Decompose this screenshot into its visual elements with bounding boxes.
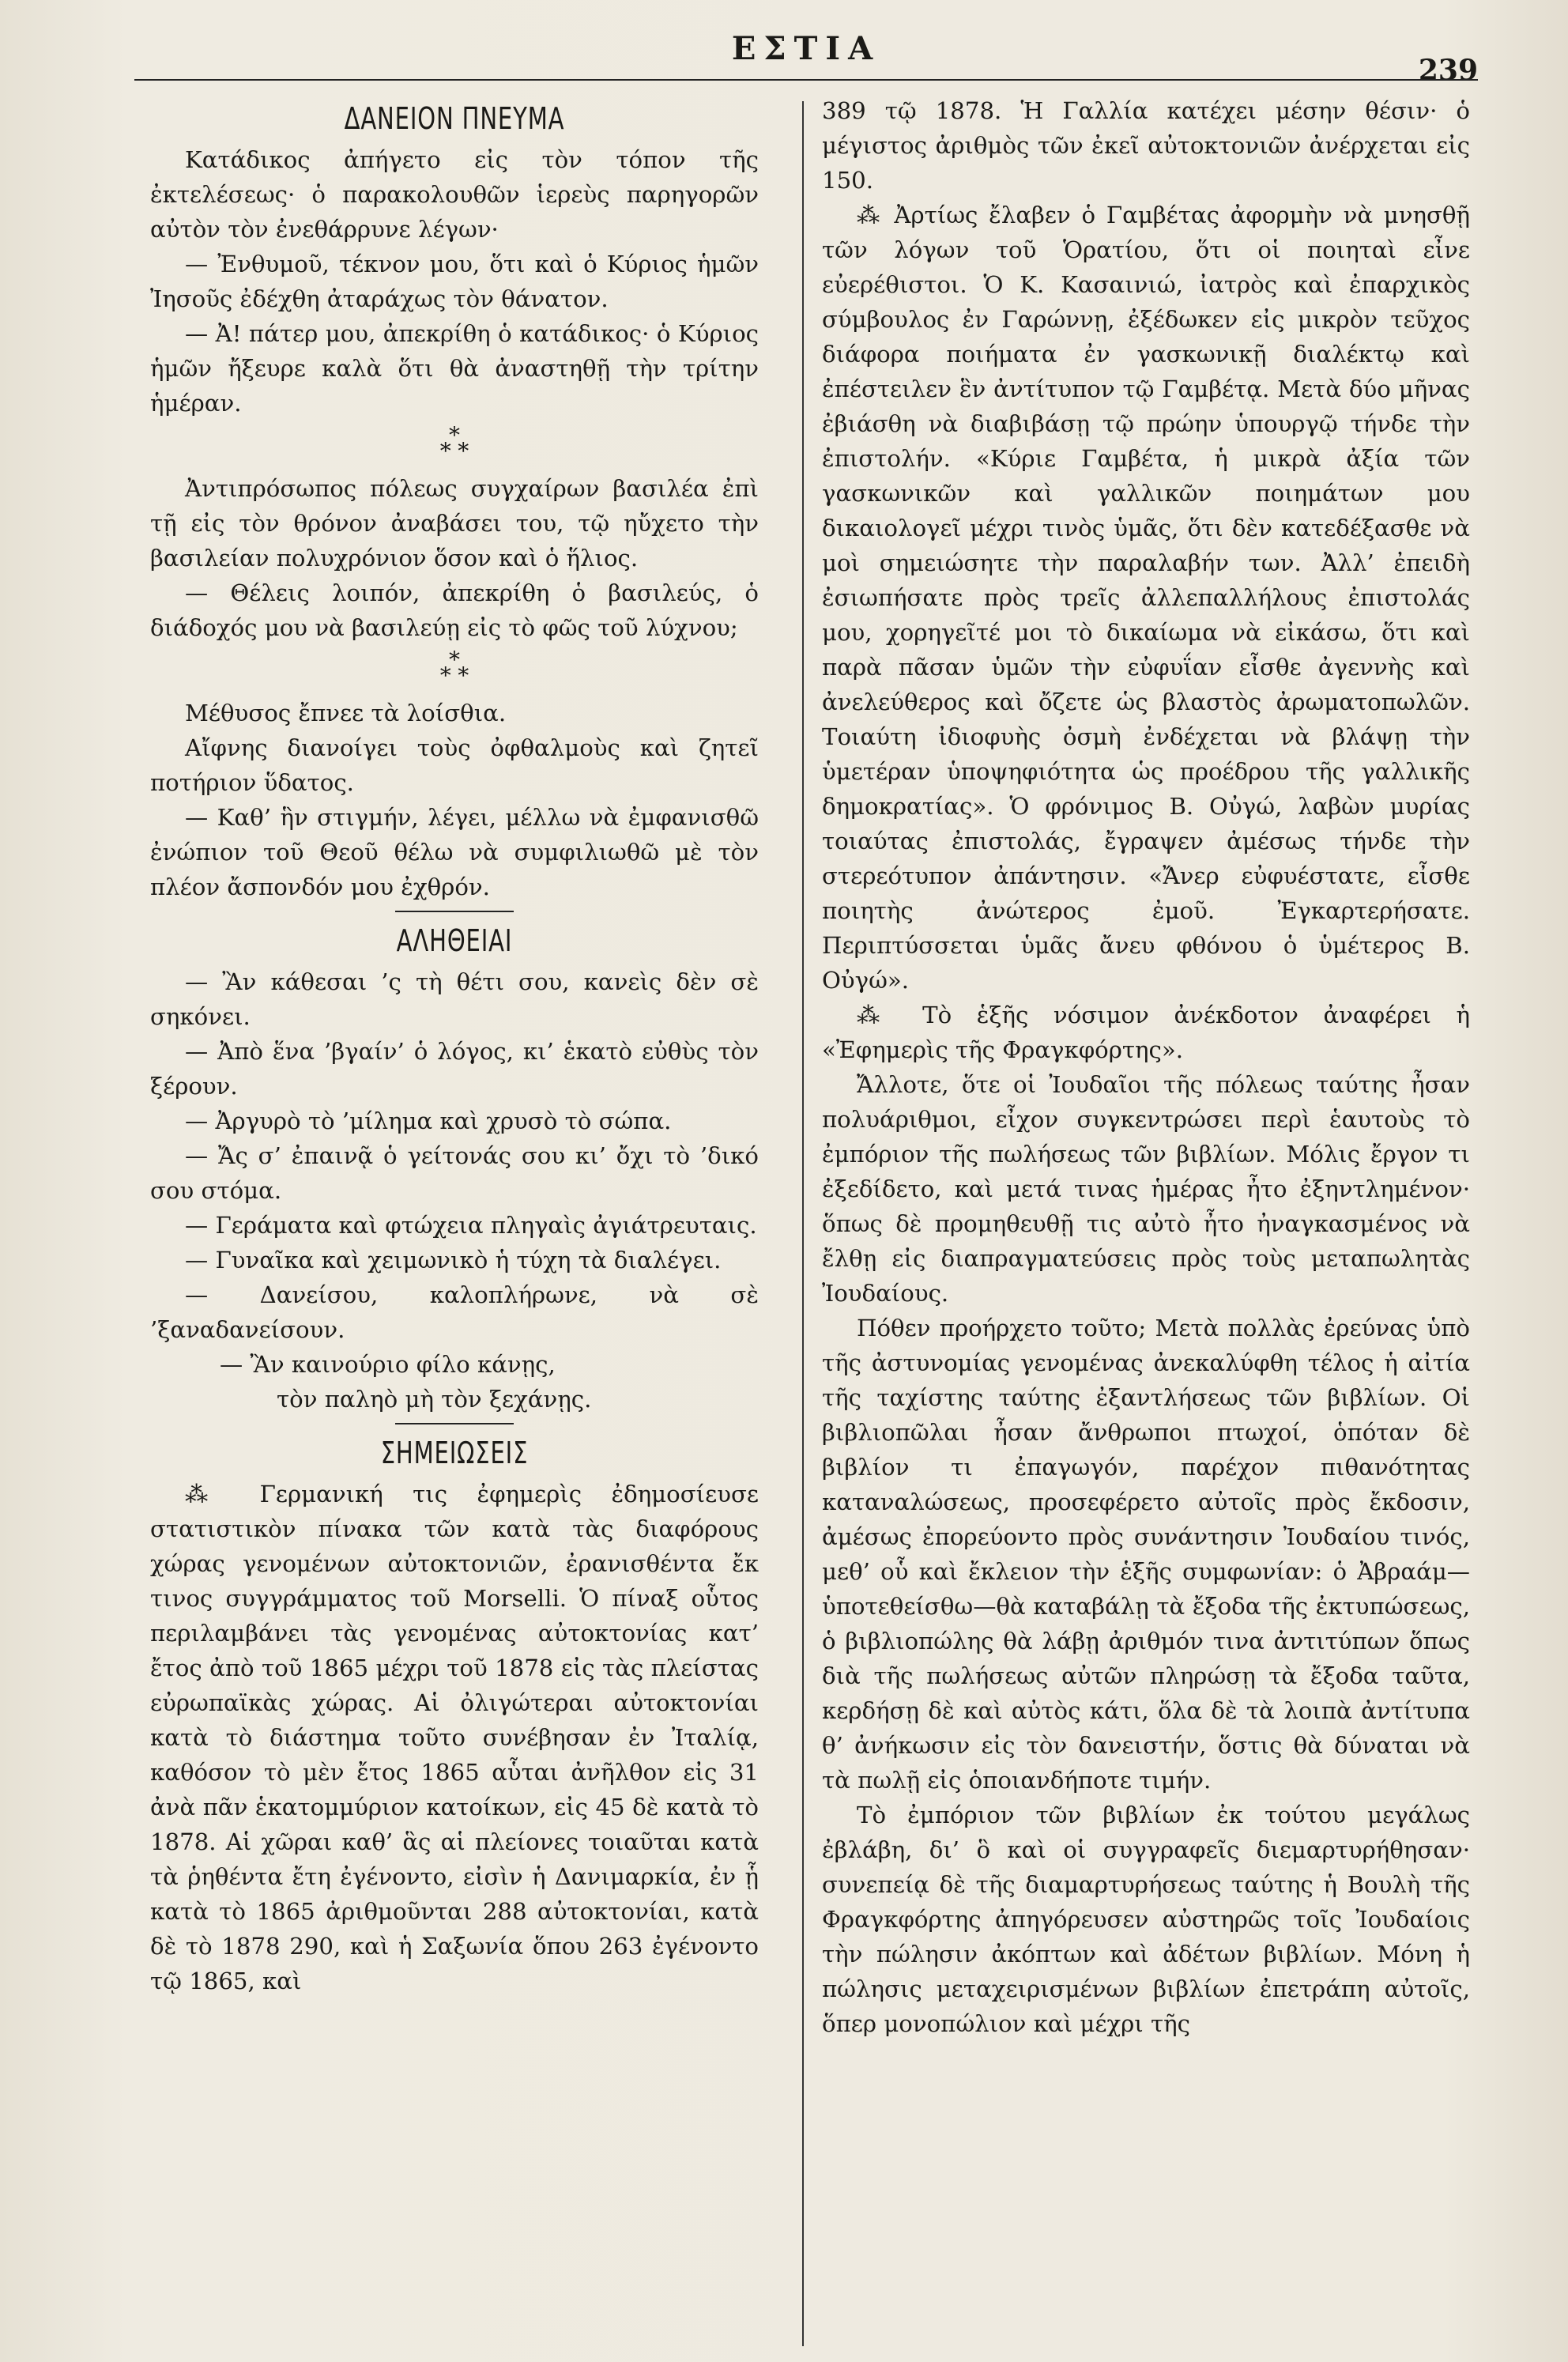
saying: — Ἀργυρὸ τὸ ’μίλημα καὶ χρυσὸ τὸ σώπα. — [185, 1107, 672, 1134]
asterism — [150, 422, 759, 464]
page-header — [134, 30, 1478, 87]
section-rule — [395, 911, 514, 912]
couplet-line-2: τὸν παληὸ μὴ τὸν ξεχάνῃς. — [277, 1386, 592, 1413]
left-column — [150, 93, 759, 1998]
saying: — Δανείσου, καλοπλήρωνε, νὰ σὲ ’ξαναδανείσουν. — [150, 1281, 759, 1343]
asterism-star: * — [458, 662, 469, 689]
asterism — [150, 647, 759, 689]
paragraph: — Ἀ! πάτερ μου, ἀπεκρίθη ὁ κατάδικος· ὁ Κύριος ἡμῶν ἤξευρε καλὰ ὅτι θὰ ἀναστηθῇ τὴν τρίτην ἡμέραν. — [150, 320, 759, 417]
asterism-star: * — [449, 422, 460, 448]
paragraph: Αἴφνης διανοίγει τοὺς ὀφθαλμοὺς καὶ ζητεῖ ποτήριον ὕδατος. — [150, 734, 759, 796]
section-title-daneion: ΔΑΝΕΙΟΝ ΠΝΕΥΜΑ — [344, 101, 565, 136]
saying: — Ἂν κάθεσαι ’ς τὴ θέτι σου, κανεὶς δὲν σὲ σηκόνει. — [150, 968, 759, 1030]
couplet-line-1: — Ἂν καινούριο φίλο κάνῃς, — [220, 1351, 556, 1378]
paragraph: Τὸ ἐμπόριον τῶν βιβλίων ἐκ τούτου μεγάλως ἐβλάβη, δι’ ὃ καὶ οἱ συγγραφεῖς διεμαρτυρήθησαν· συνεπείᾳ δὲ τῆς διαμαρτυρήσεως ταύτης ἡ Βουλὴ τῆς Φραγκφόρτης ἀπηγόρευσεν αὐστηρῶς τοῖς Ἰουδαίοις τὴν πώλησιν ἀκόπτων καὶ ἀδέτων βιβλίων. Μόνη ἡ πώλησις μεταχειρισμένων βιβλίων ἐπετράπη αὐτοῖς, ὅπερ μονοπώλιον καὶ μέχρι τῆς — [822, 1802, 1470, 2037]
right-column — [822, 93, 1470, 2041]
paragraph: Ἄλλοτε, ὅτε οἱ Ἰουδαῖοι τῆς πόλεως ταύτης ἦσαν πολυάριθμοι, εἶχον συγκεντρώσει περὶ ἑαυτοὺς τὸ ἐμπόριον τῆς πωλήσεως τῶν βιβλίων. Μόλις ἔργον τι ἐξεδίδετο, καὶ μετά τινας ἡμέρας ἦτο ἐξηντλημένον· ὅπως δὲ προμηθευθῇ τις αὐτὸ ἦτο ἠναγκασμένος νὰ ἔλθῃ εἰς διαπραγματεύσεις πρὸς τοὺς μεταπωλητὰς Ἰουδαίους. — [822, 1071, 1470, 1307]
asterism-star: * — [458, 438, 469, 464]
paragraph: — Θέλεις λοιπόν, ἀπεκρίθη ὁ βασιλεύς, ὁ διάδοχός μου νὰ βασιλεύῃ εἰς τὸ φῶς τοῦ λύχνου; — [150, 579, 759, 641]
section-rule — [395, 1423, 514, 1424]
asterism-star: * — [439, 662, 451, 689]
paragraph: ⁂ Γερμανική τις ἐφημερὶς ἐδημοσίευσε στατιστικὸν πίνακα τῶν κατὰ τὰς διαφόρους χώρας γενομένων αὐτοκτονιῶν, ἐρανισθέντα ἔκ τινος συγγράμματος τοῦ Morselli. Ὁ πίναξ οὗτος περιλαμβάνει τὰς γενομένας αὐτοκτονίας κατ’ ἔτος ἀπὸ τοῦ 1865 μέχρι τοῦ 1878 εἰς τὰς πλείστας εὐρωπαϊκὰς χώρας. Αἱ ὀλιγώτεραι αὐτοκτονίαι κατὰ τὸ διάστημα τοῦτο συνέβησαν ἐν Ἰταλίᾳ, καθόσον τὸ μὲν ἔτος 1865 αὗται ἀνῆλθον εἰς 31 ἀνὰ πᾶν ἑκατομμύριον κατοίκων, εἰς 45 δὲ κατὰ τὸ 1878. Αἱ χῶραι καθ’ ἃς αἱ πλείονες τοιαῦται κατὰ τὰ ῥηθέντα ἔτη ἐγένοντο, εἰσὶν ἡ Δανιμαρκία, ἐν ᾗ κατὰ τὸ 1865 ἀριθμοῦνται 288 αὐτοκτονίαι, κατὰ δὲ τὸ 1878 290, καὶ ἡ Σαξωνία ὅπου 263 ἐγένοντο τῷ 1865, καὶ — [150, 1481, 759, 1994]
page-number: 239 — [1418, 54, 1478, 87]
saying: — Γεράματα καὶ φτώχεια πληγαὶς ἀγιάτρευταις. — [185, 1212, 757, 1239]
paragraph: Πόθεν προήρχετο τοῦτο; Μετὰ πολλὰς ἐρεύνας ὑπὸ τῆς ἀστυνομίας γενομένας ἀνεκαλύφθη τέλος ἡ αἰτία τῆς ταχίστης ταύτης ἐξαντλήσεως τῶν βιβλίων. Οἱ βιβλιοπῶλαι ἦσαν ἄνθρωποι πτωχοί, ὁπόταν δὲ βιβλίον τι ἐπαγωγόν, παρέχον πιθανότητας καταναλώσεως, προσεφέρετο αὐτοῖς πρὸς ἔκδοσιν, ἀμέσως ἐπορεύοντο πρὸς συνάντησιν Ἰουδαίου τινός, μεθ’ οὗ καὶ ἔκλειον τὴν ἑξῆς συμφωνίαν: ὁ Ἀβραάμ—ὑποτεθείσθω—θὰ καταβάλῃ τὰ ἔξοδα τῆς ἐκτυπώσεως, ὁ βιβλιοπώλης θὰ λάβῃ ἀριθμόν τινα ἀντιτύπων ὅπως διὰ τῆς πωλήσεως αὐτῶν πληρώσῃ τὰ ἔξοδα ταῦτα, κερδήσῃ δὲ καὶ αὐτὸς κάτι, ὅλα δὲ τὰ λοιπὰ ἀντίτυπα θ’ ἀνήκωσιν εἰς τὸν δανειστήν, ὅστις θὰ δύναται νὰ τὰ πωλῇ εἰς ὁποιανδήποτε τιμήν. — [822, 1315, 1470, 1794]
header-rule — [134, 79, 1478, 81]
paragraph: Ἀντιπρόσωπος πόλεως συγχαίρων βασιλέα ἐπὶ τῇ εἰς τὸν θρόνον ἀναβάσει του, τῷ ηὔχετο τὴν βασιλείαν πολυχρόνιον ὅσον καὶ ὁ ἥλιος. — [150, 475, 759, 572]
paragraph: — Καθ’ ἣν στιγμήν, λέγει, μέλλω νὰ ἐμφανισθῶ ἐνώπιον τοῦ Θεοῦ θέλω νὰ συμφιλιωθῶ μὲ τὸν πλέον ἄσπονδόν μου ἐχθρόν. — [150, 804, 759, 900]
journal-title: ΕΣΤΙΑ — [731, 30, 881, 67]
saying: — Ἀπὸ ἕνα ’βγαίν’ ὁ λόγος, κι’ ἑκατὸ εὐθὺς τὸν ξέρουν. — [150, 1038, 759, 1100]
asterism-star: * — [439, 438, 451, 464]
paragraph: ⁂ Τὸ ἑξῆς νόσιμον ἀνέκδοτον ἀναφέρει ἡ «Ἐφημερὶς τῆς Φραγκφόρτης». — [822, 1002, 1470, 1063]
paragraph: 389 τῷ 1878. Ἡ Γαλλία κατέχει μέσην θέσιν· ὁ μέγιστος ἀριθμὸς τῶν ἐκεῖ αὐτοκτονιῶν ἀνέρχεται εἰς 150. — [822, 97, 1470, 194]
column-divider — [802, 101, 804, 2346]
saying: — Ἄς σ’ ἐπαινᾷ ὁ γείτονάς σου κι’ ὄχι τὸ ’δικό σου στόμα. — [150, 1142, 759, 1204]
saying: — Γυναῖκα καὶ χειμωνικὸ ἡ τύχη τὰ διαλέγει. — [185, 1247, 722, 1273]
section-title-aletheiai: ΑΛΗΘΕΙΑΙ — [396, 923, 513, 958]
paragraph: Μέθυσος ἔπνεε τὰ λοίσθια. — [185, 700, 507, 726]
paragraph: ⁂ Ἀρτίως ἔλαβεν ὁ Γαμβέτας ἀφορμὴν νὰ μνησθῇ τῶν λόγων τοῦ Ὁρατίου, ὅτι οἱ ποιηταὶ εἶνε εὐερέθιστοι. Ὁ Κ. Κασαινιώ, ἰατρὸς καὶ ἐπαρχικὸς σύμβουλος ἐν Γαρώννῃ, ἐξέδωκεν εἰς μικρὸν τεῦχος διάφορα ποιήματα ἐν γασκωνικῇ διαλέκτῳ καὶ ἐπέστειλεν ἓν ἀντίτυπον τῷ Γαμβέτᾳ. Μετὰ δύο μῆνας ἐβιάσθη νὰ διαβιβάσῃ τῷ πρώην ὑπουργῷ τήνδε τὴν ἐπιστολήν. «Κύριε Γαμβέτα, ἡ μικρὰ ἀξία τῶν γασκωνικῶν καὶ γαλλικῶν ποιημάτων μου δικαιολογεῖ μέχρι τινὸς ὑμᾶς, ὅτι δὲν κατεδέξασθε νὰ μοὶ σημειώσητε τὴν παραλαβήν των. Ἀλλ’ ἐπειδὴ ἐσιωπήσατε πρὸς τρεῖς ἀλλεπαλλήλους ἐπιστολάς μου, χορηγεῖτέ μοι τὸ δικαίωμα νὰ εἰκάσω, ὅτι καὶ παρὰ πᾶσαν ὑμῶν τὴν εὐφυΐαν εἶσθε ἀγεννὴς καὶ ἀνελεύθερος καὶ ὄζετε ὡς βλαστὸς ἀρωματοπωλῶν. Τοιαύτη ἰδιοφυὴς ὀσμὴ ἐνδέχεται νὰ βλάψῃ τὴν ὑμετέραν ὑποψηφιότητα ὡς προέδρου τῆς γαλλικῆς δημοκρατίας». Ὁ φρόνιμος Β. Οὐγώ, λαβὼν μυρίας τοιαύτας ἐπιστολάς, ἔγραψεν ἀμέσως τήνδε τὴν στερεότυπον ἀπάντησιν. «Ἄνερ εὐφυέστατε, εἶσθε ποιητὴς ἀνώτερος ἐμοῦ. Ἐγκαρτερήσατε. Περιπτύσσεται ὑμᾶς ἄνευ φθόνου ὁ ὑμέτερος Β. Οὐγώ». — [822, 202, 1470, 994]
asterism-star: * — [449, 647, 460, 673]
section-title-semeioseis: ΣΗΜΕΙΩΣΕΙΣ — [380, 1436, 529, 1470]
paragraph: Κατάδικος ἀπήγετο εἰς τὸν τόπον τῆς ἐκτελέσεως· ὁ παρακολουθῶν ἱερεὺς παρηγορῶν αὐτὸν τὸν ἐνεθάρρυνε λέγων· — [150, 146, 759, 243]
paragraph: — Ἐνθυμοῦ, τέκνον μου, ὅτι καὶ ὁ Κύριος ἡμῶν Ἰησοῦς ἐδέχθη ἀταράχως τὸν θάνατον. — [150, 251, 759, 312]
